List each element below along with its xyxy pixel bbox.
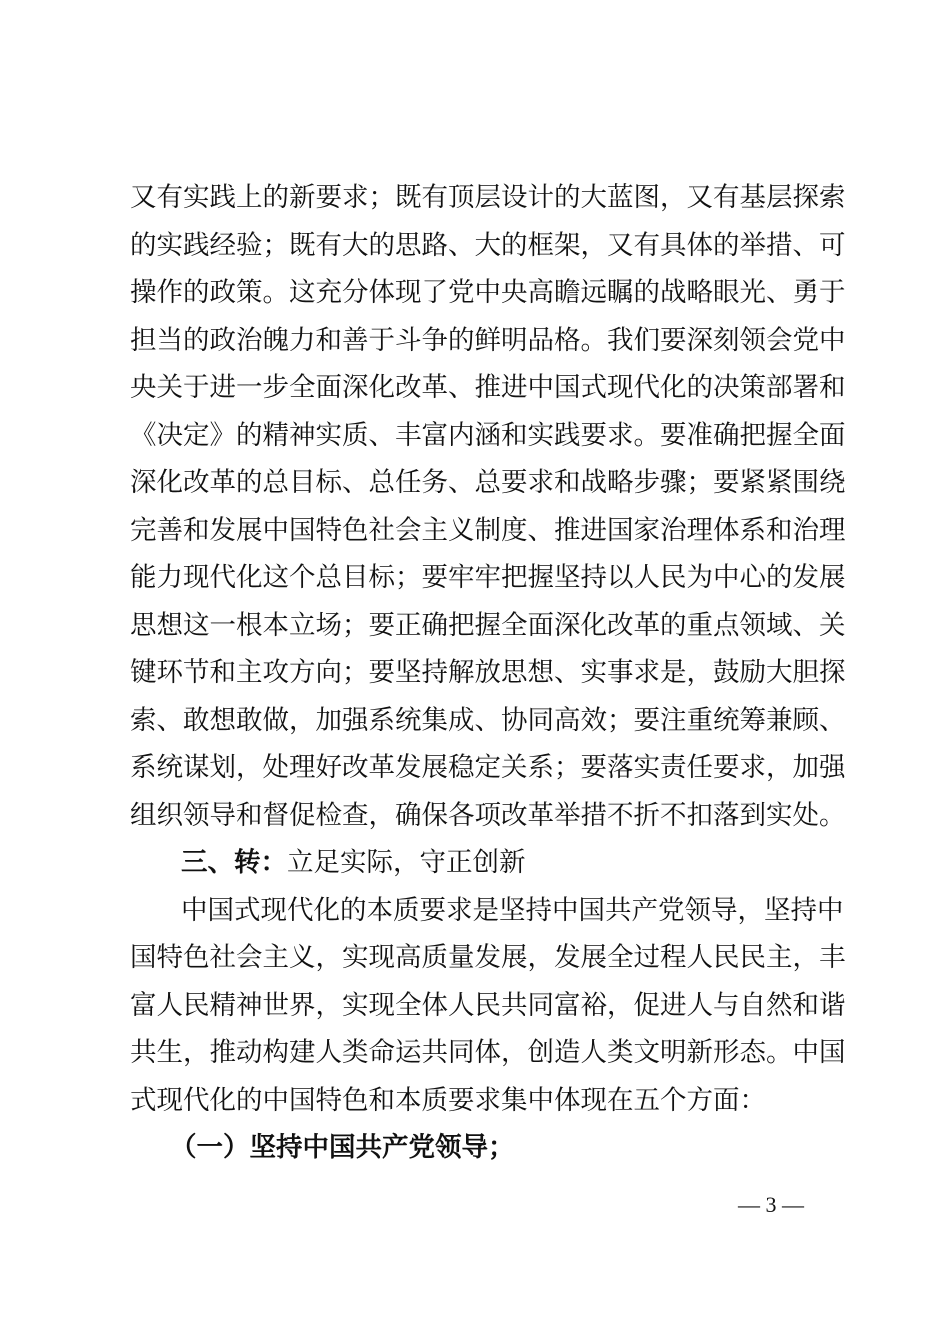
- body-text-line: 中国式现代化的本质要求是坚持中国共产党领导，坚持中: [181, 895, 844, 926]
- section-heading: [181, 847, 830, 879]
- body-text-line: 思想这一根本立场；要正确把握全面深化改革的重点领域、关: [130, 610, 846, 641]
- body-text-line: 共生，推动构建人类命运共同体，创造人类文明新形态。中国: [130, 1037, 846, 1068]
- body-text-line: 能力现代化这个总目标；要牢牢把握坚持以人民为中心的发展: [130, 562, 846, 593]
- body-text-line: 央关于进一步全面深化改革、推进中国式现代化的决策部署和: [130, 372, 846, 403]
- body-text-line: 式现代化的中国特色和本质要求集中体现在五个方面：: [130, 1085, 766, 1116]
- body-text-line: 又有实践上的新要求；既有顶层设计的大蓝图，又有基层探索: [130, 182, 846, 213]
- body-text-line: 国特色社会主义，实现高质量发展，发展全过程人民民主，丰: [130, 942, 846, 973]
- page-number: — 3 —: [738, 1192, 804, 1217]
- body-text-line: 组织领导和督促检查，确保各项改革举措不折不扣落到实处。: [130, 800, 846, 831]
- section-heading-text: 立足实际，守正创新: [287, 847, 526, 878]
- body-text-line: 富人民精神世界，实现全体人民共同富裕，促进人与自然和谐: [130, 990, 846, 1021]
- body-text-line: 深化改革的总目标、总任务、总要求和战略步骤；要紧紧围绕: [130, 467, 846, 498]
- subheading: （一）坚持中国共产党领导；: [170, 1132, 515, 1163]
- body-text-line: 索、敢想敢做，加强系统集成、协同高效；要注重统筹兼顾、: [130, 705, 846, 736]
- body-text-line: 《决定》的精神实质、丰富内涵和实践要求。要准确把握全面: [130, 420, 846, 451]
- body-text-line: 担当的政治魄力和善于斗争的鲜明品格。我们要深刻领会党中: [130, 325, 846, 356]
- body-text-line: 系统谋划，处理好改革发展稳定关系；要落实责任要求，加强: [130, 752, 846, 783]
- body-text-line: 完善和发展中国特色社会主义制度、推进国家治理体系和治理: [130, 515, 846, 546]
- body-text-line: 的实践经验；既有大的思路、大的框架，又有具体的举措、可: [130, 230, 846, 261]
- body-text-line: 键环节和主攻方向；要坚持解放思想、实事求是，鼓励大胆探: [130, 657, 846, 688]
- section-heading-label: 三、转：: [181, 847, 287, 878]
- body-text-line: 操作的政策。这充分体现了党中央高瞻远瞩的战略眼光、勇于: [130, 277, 846, 308]
